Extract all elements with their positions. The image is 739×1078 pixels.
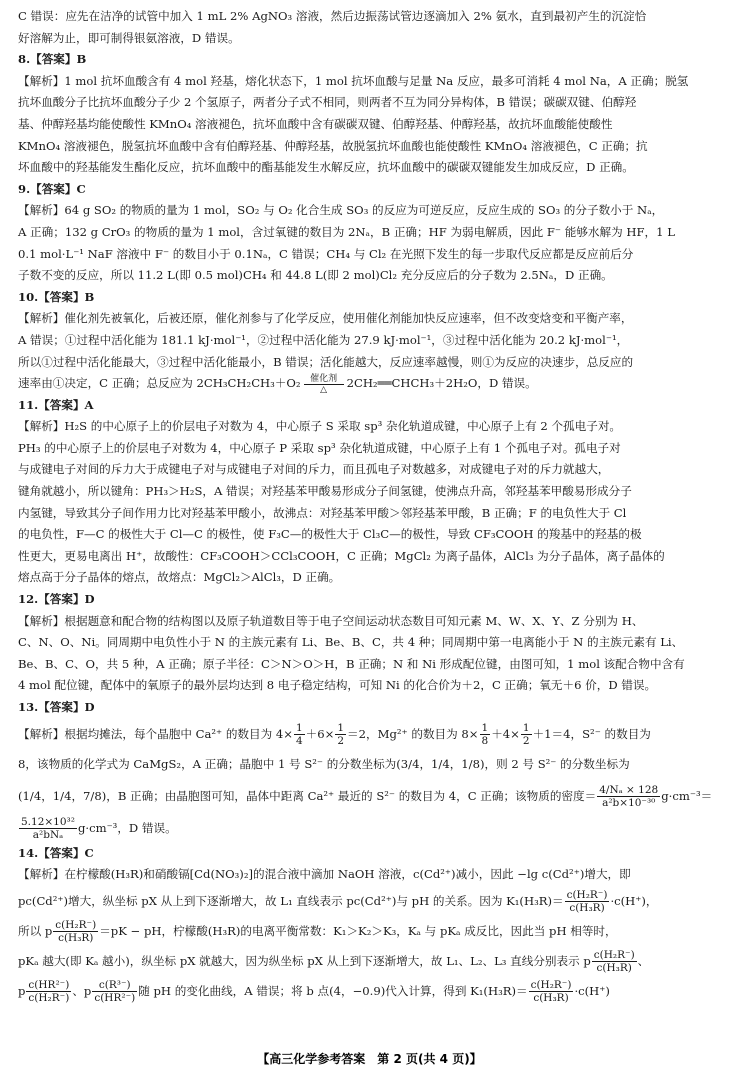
fraction bbox=[521, 722, 532, 747]
text-span: ＝2，Mg²⁺ 的数目为 8× bbox=[347, 726, 479, 741]
heat-symbol: △ bbox=[320, 384, 328, 395]
analysis-line: 所以①过程中活化能最大，③过程中活化能最小，B 错误；活化能越大，反应速率越慢，则①为反应的决速步，总反应的 bbox=[18, 354, 634, 369]
denominator: a²bNₐ bbox=[32, 829, 64, 842]
text-span: pKₐ 越大(即 Kₐ 越小)，纵坐标 pX 就越大，因为纵坐标 pX 从上到下逐渐增大，故 L₁、L₂、L₃ 直线分别表示 p bbox=[18, 953, 591, 968]
reaction-text: 速率由①决定，C 正确；总反应为 2CH₃CH₂CH₃＋O₂ bbox=[18, 376, 301, 391]
analysis-line: 【解析】催化剂先被氧化，后被还原，催化剂参与了化学反应，使用催化剂能加快反应速率，但不改变焓变和平衡产率， bbox=[18, 311, 633, 326]
analysis-line: 内氢键，导致其分子间作用力比对羟基苯甲酸小，故沸点：对羟基苯甲酸＞邻羟基苯甲酸，B 正确；F 的电负性大于 Cl bbox=[18, 505, 627, 520]
denominator: c(HR²⁻) bbox=[94, 992, 136, 1005]
text-span: ＝pK − pH，柠檬酸(H₃R)的电离平衡常数：K₁＞K₂＞K₃，Kₐ 与 pKₐ 成反比，因此当 pH 相等时， bbox=[99, 923, 617, 938]
text-span: 所以 p bbox=[18, 923, 53, 938]
analysis-line: 4 mol 配位键，配体中的氧原子的最外层均达到 8 电子稳定结构，可知 Ni 的化合价为＋2，C 正确；氧无＋6 价，D 错误。 bbox=[18, 678, 657, 693]
fraction bbox=[26, 979, 71, 1004]
text-line: C 错误：应先在洁净的试管中加入 1 mL 2% AgNO₃ 溶液，然后边振荡试管边逐滴加入 2% 氨水，直到最初产生的沉淀恰 bbox=[18, 9, 647, 23]
text-span: 【解析】根据均摊法，每个晶胞中 Ca²⁺ 的数目为 4× bbox=[18, 726, 293, 741]
answer-heading-13: 13.【答案】D bbox=[18, 700, 95, 714]
text-span: ·c(H⁺) bbox=[574, 983, 610, 998]
analysis-line: PH₃ 的中心原子上的价层电子对数为 4，中心原子 P 采取 sp³ 杂化轨道成键，中心原子上有 1 个孤电子对。孤电子对 bbox=[18, 440, 621, 455]
numerator: 4/Nₐ × 128 bbox=[599, 784, 659, 797]
text-span: g·cm⁻³＝ bbox=[661, 788, 713, 803]
answer-heading-14: 14.【答案】C bbox=[18, 845, 94, 860]
text-span: ( bbox=[18, 788, 23, 803]
text-span: pc(Cd²⁺)增大，纵坐标 pX 从上到下逐渐增大，故 L₁ 直线表示 pc(Cd²⁺)与 pH 的关系。因为 K bbox=[18, 893, 515, 908]
analysis-line: 0.1 mol·L⁻¹ NaF 溶液中 F⁻ 的数目小于 0.1Nₐ，C 错误；CH₄ 与 Cl₂ 在光照下发生的每一步取代反应都是反应前后分 bbox=[18, 246, 634, 261]
text-span: ₁(H₃R)＝ bbox=[514, 893, 564, 908]
answer-heading-10: 10.【答案】B bbox=[18, 289, 95, 304]
text-span: 8，该物质的化学式为 CaMgS₂，A 正确；晶胞中 1 号 S²⁻ 的分数坐标为( bbox=[18, 756, 401, 771]
text-span: 、p bbox=[72, 983, 92, 998]
answer-heading-12: 12.【答案】D bbox=[18, 592, 95, 607]
denominator: 4 bbox=[295, 735, 303, 748]
denominator: 2 bbox=[522, 735, 530, 748]
fraction bbox=[592, 949, 637, 974]
analysis-line: 性更大，更易电离出 H⁺，故酸性：CF₃COOH＞CCl₃COOH，C 正确；MgCl₂ 为离子晶体，AlCl₃ 为分子晶体，离子晶体的 bbox=[18, 548, 665, 563]
text-span: p bbox=[18, 983, 26, 998]
analysis-line: 键角就越小，所以键角：PH₃＞H₂S，A 错误；对羟基苯甲酸易形成分子间氢键，使沸点升高，邻羟基苯甲酸易形成分子 bbox=[18, 484, 632, 499]
text-span: ＋6× bbox=[305, 726, 335, 741]
numerator: c(HR²⁻) bbox=[28, 979, 70, 992]
coordinate: 3/4，1/4，1/8 bbox=[400, 756, 480, 771]
analysis-line bbox=[18, 976, 717, 1006]
fraction bbox=[529, 979, 574, 1004]
answer-heading-11: 11.【答案】A bbox=[18, 397, 94, 412]
analysis-line: 抗坏血酸分子比抗坏血酸分子少 2 个氢原子，两者分子式不相同，则两者不互为同分异构体，B 错误；碳碳双键、伯醇羟 bbox=[18, 95, 637, 110]
numerator: 1 bbox=[481, 722, 489, 735]
analysis-line: 坏血酸中的羟基能发生酯化反应，抗坏血酸中的酯基能发生水解反应，抗坏血酸中的碳碳双键能发生加成反应，D 正确。 bbox=[18, 160, 634, 175]
text-span: g·cm⁻³，D 错误。 bbox=[77, 820, 177, 835]
analysis-line: 熔点高于分子晶体的熔点，故熔点：MgCl₂＞AlCl₃，D 正确。 bbox=[18, 570, 341, 585]
analysis-line bbox=[18, 749, 717, 779]
analysis-line: 【解析】1 mol 抗坏血酸含有 4 mol 羟基，熔化状态下，1 mol 抗坏血酸与足量 Na 反应，最多可消耗 4 mol Na，A 正确；脱氢 bbox=[18, 73, 689, 88]
analysis-line: 子数不变的反应，所以 11.2 L(即 0.5 mol)CH₄ 和 44.8 L(即 2 mol)Cl₂ 充分反应后的分子数为 2.5Nₐ，D 正确。 bbox=[18, 268, 613, 283]
analysis-line: 【解析】H₂S 的中心原子上的价层电子对数为 4，中心原子 S 采取 sp³ 杂化轨道成键，中心原子上有 2 个孤电子对。 bbox=[18, 419, 622, 434]
analysis-line: Be、B、C、O，共 5 种，A 正确；原子半径：C＞N＞O＞H，B 正确；N 和 Ni 形成配位键，由图可知，1 mol 该配合物中含有 bbox=[18, 656, 685, 671]
analysis-line bbox=[18, 779, 717, 813]
analysis-line: 与成键电子对间的斥力大于成键电子对与成键电子对间的斥力，而且孤电子对数越多，对成键电子对的斥力就越大， bbox=[18, 462, 610, 477]
page-footer: 【高三化学参考答案 第 2 页(共 4 页)】 bbox=[257, 1052, 482, 1066]
numerator: c(H₂R⁻) bbox=[55, 919, 97, 932]
analysis-line: A 错误；①过程中活化能为 181.1 kJ·mol⁻¹，②过程中活化能为 27.9 kJ·mol⁻¹，③过程中活化能为 20.2 kJ·mol⁻¹， bbox=[18, 332, 629, 347]
numerator: 1 bbox=[522, 722, 530, 735]
numerator: c(H₂R⁻) bbox=[566, 889, 608, 902]
denominator: c(H₃R) bbox=[596, 962, 632, 975]
analysis-line: 基、仲醇羟基均能使酸性 KMnO₄ 溶液褪色，抗坏血酸中含有碳碳双键、伯醇羟基、仲醇羟基，故抗坏血酸能使酸性 bbox=[18, 116, 613, 131]
analysis-line bbox=[18, 813, 717, 843]
analysis-line: 的电负性，F—C 的极性大于 Cl—C 的极性，使 F₃C—的极性大于 Cl₃C—的极性，导致 CF₃COOH 的羧基中的羟基的极 bbox=[18, 527, 642, 542]
numerator: c(R³⁻) bbox=[92, 979, 137, 992]
catalyst-label: 催化剂 bbox=[310, 373, 338, 384]
analysis-line bbox=[18, 886, 717, 916]
numerator: c(H₂R⁻) bbox=[530, 979, 572, 992]
reaction-text: 2CH₂══CHCH₃＋2H₂O，D 错误。 bbox=[346, 376, 537, 391]
fraction bbox=[53, 919, 98, 944]
text-span: ₁(H₃R)＝ bbox=[478, 983, 528, 998]
denominator: c(H₂R⁻) bbox=[28, 992, 70, 1005]
denominator: c(H₃R) bbox=[58, 932, 94, 945]
analysis-line: 【解析】根据题意和配合物的结构图以及原子轨道数目等于电子空间运动状态数目可知元素 M、W、X、Y、Z 分别为 H、 bbox=[18, 613, 644, 628]
coordinate: 1/4，1/4，7/8 bbox=[22, 788, 102, 803]
density-fraction bbox=[19, 816, 77, 841]
analysis-line bbox=[18, 373, 717, 395]
analysis-line bbox=[18, 916, 717, 946]
text-span: )，则 2 号 S²⁻ 的分数坐标为 bbox=[479, 756, 630, 771]
numerator: c(H₂R⁻) bbox=[593, 949, 635, 962]
analysis-line: KMnO₄ 溶液褪色，脱氢抗坏血酸中含有伯醇羟基、仲醇羟基，故脱氢抗坏血酸也能使酸性 KMnO₄ 溶液褪色，C 正确；抗 bbox=[18, 138, 648, 153]
analysis-line: C、N、O、Ni。同周期中电负性小于 N 的主族元素有 Li、Be、B、C，共 4 种；同周期中第一电离能小于 N 的主族元素有 Li、 bbox=[18, 635, 684, 650]
text-span: ＋1＝4，S²⁻ 的数目为 bbox=[532, 726, 651, 741]
denominator: 8 bbox=[481, 735, 489, 748]
denominator: c(H₃R) bbox=[569, 902, 605, 915]
density-fraction bbox=[597, 784, 660, 809]
text-span: 、 bbox=[637, 953, 650, 968]
fraction bbox=[92, 979, 137, 1004]
denominator: a²b×10⁻³⁰ bbox=[602, 797, 656, 810]
fraction bbox=[294, 722, 305, 747]
analysis-line bbox=[18, 719, 717, 749]
text-line: 好溶解为止，即可制得银氨溶液，D 错误。 bbox=[18, 30, 240, 45]
numerator: 1 bbox=[295, 722, 303, 735]
denominator: c(H₃R) bbox=[533, 992, 569, 1005]
analysis-line bbox=[18, 946, 717, 976]
reaction-arrow bbox=[304, 374, 344, 395]
text-span: 随 pH 的变化曲线，A 错误；将 b 点(4，−0.9)代入计算，得到 K bbox=[138, 983, 479, 998]
fraction bbox=[565, 889, 610, 914]
answer-heading-8: 8.【答案】B bbox=[18, 52, 87, 67]
answer-heading-9: 9.【答案】C bbox=[18, 181, 86, 196]
analysis-line: 【解析】64 g SO₂ 的物质的量为 1 mol，SO₂ 与 O₂ 化合生成 SO₃ 的反应为可逆反应，反应生成的 SO₃ 的分子数小于 Nₐ， bbox=[18, 203, 664, 218]
fraction bbox=[335, 722, 346, 747]
denominator: 2 bbox=[337, 735, 345, 748]
text-span: )，B 正确；由晶胞图可知，晶体中距离 Ca²⁺ 最近的 S²⁻ 的数目为 4，C 正确；该物质的密度＝ bbox=[101, 788, 597, 803]
text-span: ＋4× bbox=[491, 726, 520, 741]
text-span: ·c(H⁺)， bbox=[610, 893, 658, 908]
analysis-line: 【解析】在柠檬酸(H₃R)和硝酸镉[Cd(NO₃)₂]的混合液中滴加 NaOH 溶液，c(Cd²⁺)减小，因此 −lg c(Cd²⁺)增大，即 bbox=[18, 867, 631, 882]
fraction bbox=[480, 722, 491, 747]
numerator: 1 bbox=[337, 722, 345, 735]
numerator: 5.12×10³² bbox=[21, 816, 75, 829]
analysis-line: A 正确；132 g CrO₃ 的物质的量为 1 mol，含过氧键的数目为 2Nₐ，B 正确；HF 为弱电解质，因此 F⁻ 能够水解为 HF，1 L bbox=[18, 224, 675, 239]
